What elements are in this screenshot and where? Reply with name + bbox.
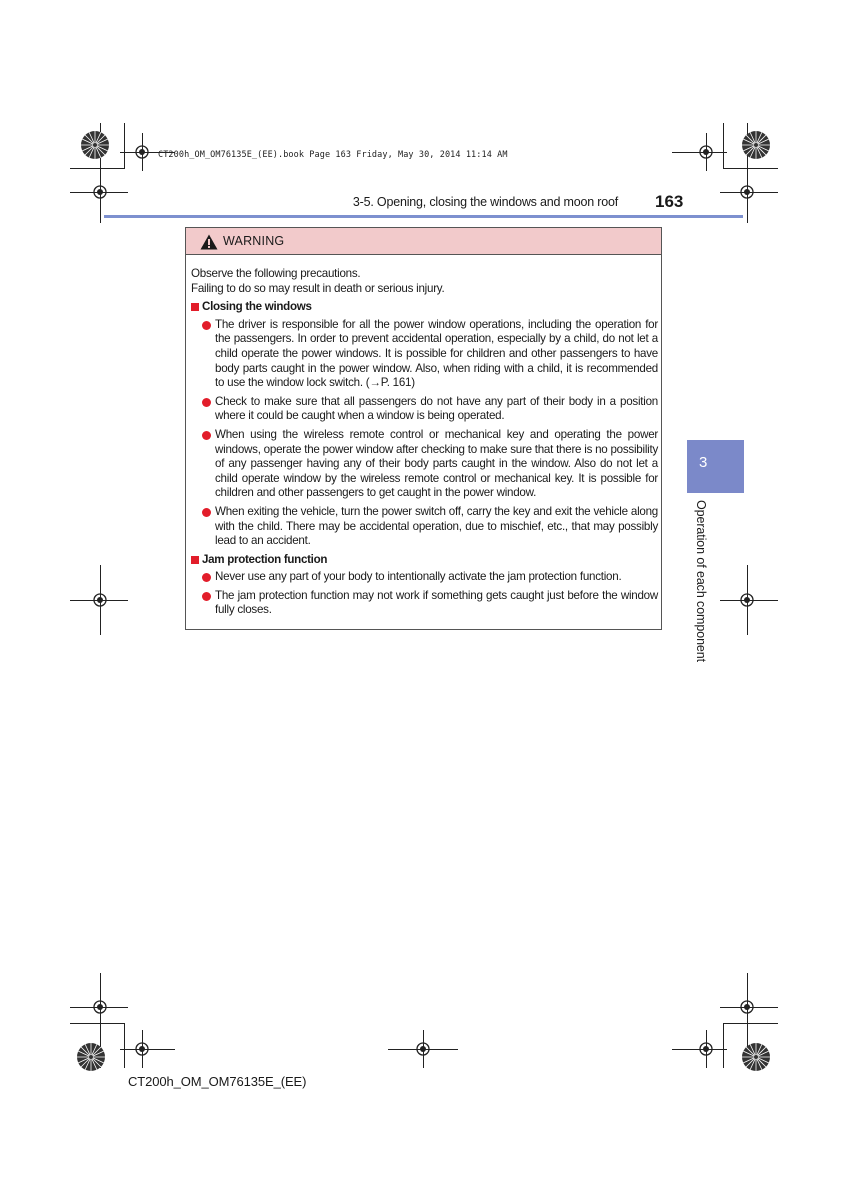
crop-line <box>723 1023 724 1068</box>
crop-line <box>70 168 125 169</box>
section-heading <box>191 300 658 315</box>
crop-line <box>747 973 748 1023</box>
page-number: 163 <box>655 192 684 211</box>
bullet-dot-icon <box>202 508 211 517</box>
registration-mark-icon <box>739 999 755 1015</box>
bullet-dot-icon <box>202 398 211 407</box>
crop-line <box>70 1023 125 1024</box>
chapter-tab <box>687 440 744 493</box>
warning-header <box>186 228 661 255</box>
starburst-icon <box>741 130 771 160</box>
starburst-icon <box>741 1042 771 1072</box>
list-item <box>191 505 658 549</box>
list-item <box>191 318 658 391</box>
bullet-text: When exiting the vehicle, turn the power switch off, carry the key and exit the vehicle along with the child. There may be accidental operation, due to mischief, etc., that may possibly lead to an accident. <box>215 504 658 548</box>
warning-triangle-icon <box>200 234 218 250</box>
registration-mark-icon <box>698 144 714 160</box>
crop-line <box>723 1023 778 1024</box>
section-title: 3-5. Opening, closing the windows and moon roof <box>352 195 618 209</box>
registration-mark-icon <box>92 999 108 1015</box>
list-item <box>191 395 658 424</box>
bullet-dot-icon <box>202 592 211 601</box>
list-item <box>191 589 658 618</box>
crop-line <box>723 123 724 168</box>
crop-line <box>100 973 101 1023</box>
red-square-icon <box>191 556 199 564</box>
registration-mark-icon <box>739 592 755 608</box>
bullet-text: Check to make sure that all passengers do not have any part of their body in a position where it could be caught when a window is being operated. <box>215 394 658 423</box>
bullet-text: When using the wireless remote control or mechanical key and operating the power windows, operate the power window after checking to make sure that there is no possibility of any passenger having any of their body parts caught in the window. Also do not let a child operate window by the wireless remote control or mechanical key. It is possible for children and other passengers to get caught in the power window. <box>215 427 658 500</box>
registration-mark-icon <box>92 184 108 200</box>
header-rule <box>104 215 743 218</box>
registration-mark-icon <box>134 144 150 160</box>
chapter-label: Operation of each component <box>694 500 708 662</box>
registration-mark-icon <box>92 592 108 608</box>
registration-mark-icon <box>698 1041 714 1057</box>
bullet-dot-icon <box>202 321 211 330</box>
section-heading-text: Jam protection function <box>202 552 328 566</box>
bullet-text: The jam protection function may not work if something gets caught just before the window fully closes. <box>215 588 658 617</box>
bullet-dot-icon <box>202 573 211 582</box>
warning-label: WARNING <box>223 234 285 248</box>
bullet-list <box>191 318 658 549</box>
bullet-text: Never use any part of your body to intentionally activate the jam protection function. <box>215 570 622 584</box>
crop-line <box>124 123 125 168</box>
red-square-icon <box>191 303 199 311</box>
warning-box <box>185 227 662 630</box>
section-heading <box>191 553 658 568</box>
starburst-icon <box>80 130 110 160</box>
crop-line <box>124 1023 125 1068</box>
footer-code: CT200h_OM_OM76135E_(EE) <box>128 1074 307 1089</box>
list-item <box>191 570 658 585</box>
registration-mark-icon <box>739 184 755 200</box>
chapter-number: 3 <box>699 454 708 471</box>
registration-mark-icon <box>415 1041 431 1057</box>
bullet-list <box>191 570 658 618</box>
intro-line: Observe the following precautions. <box>191 267 361 280</box>
warning-content <box>191 267 658 622</box>
section-heading-text: Closing the windows <box>202 300 312 314</box>
crop-line <box>723 168 778 169</box>
registration-mark-icon <box>134 1041 150 1057</box>
intro-line: Failing to do so may result in death or serious injury. <box>191 281 445 295</box>
list-item <box>191 428 658 501</box>
bullet-text: The driver is responsible for all the power window operations, including the operation for the passengers. In order to prevent accidental operation, especially by a child, do not let a child operate the power windows. It is possible for children and other passengers to have body parts caught in the power window. Also, when riding with a child, it is recommended to use the window lock switch. (→P. 161) <box>215 317 658 390</box>
bullet-dot-icon <box>202 431 211 440</box>
starburst-icon <box>76 1042 106 1072</box>
book-info: CT200h_OM_OM76135E_(EE).book Page 163 Friday, May 30, 2014 11:14 AM <box>158 150 508 160</box>
